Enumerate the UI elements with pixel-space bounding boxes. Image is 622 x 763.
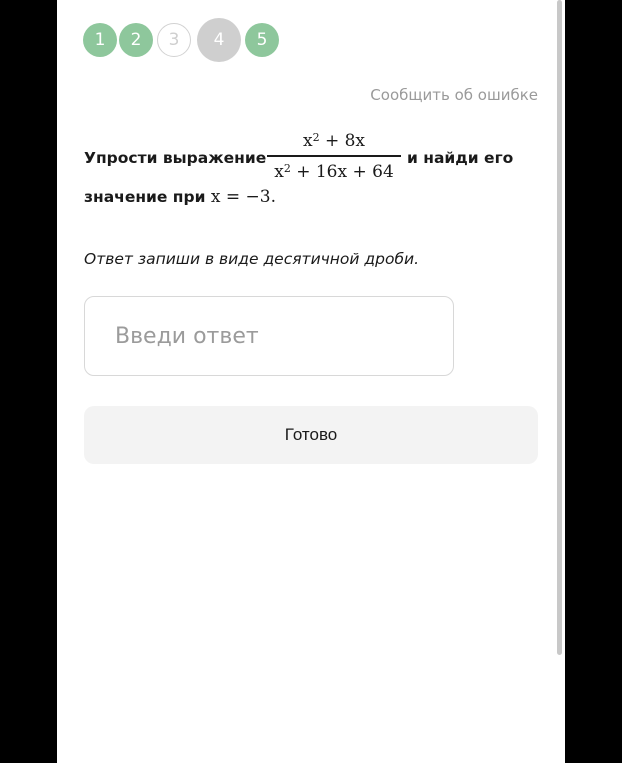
- step-4-current[interactable]: [197, 18, 241, 62]
- step-2-label: 2: [130, 30, 142, 50]
- question-suffix: и найди его: [407, 149, 514, 167]
- step-3-label: 3: [168, 30, 180, 50]
- fraction: [267, 129, 401, 184]
- answer-field[interactable]: [84, 296, 454, 376]
- question-prefix: Упрости выражение: [84, 149, 267, 167]
- question-condition-math: x = −3.: [210, 187, 276, 207]
- fraction-numerator: $x^2 + 8x$: [302, 131, 366, 151]
- step-5[interactable]: [245, 23, 279, 57]
- task-panel: [57, 0, 565, 763]
- report-error-link[interactable]: Сообщить об ошибке: [370, 86, 538, 104]
- question-condition-text: значение при: [84, 188, 211, 206]
- fraction-bar: [267, 155, 401, 157]
- submit-button[interactable]: Готово: [84, 406, 538, 464]
- answer-input[interactable]: [115, 319, 415, 353]
- fraction-denominator: $x^2 + 16x + 64$: [274, 161, 394, 182]
- step-2[interactable]: [119, 23, 153, 57]
- scrollbar[interactable]: [557, 0, 562, 655]
- answer-hint: Ответ запиши в виде десятичной дроби.: [84, 250, 420, 268]
- step-4-label: 4: [213, 30, 225, 50]
- step-1[interactable]: [83, 23, 117, 57]
- question-line2: [84, 187, 276, 207]
- step-1-label: 1: [94, 30, 106, 50]
- step-5-label: 5: [256, 30, 268, 50]
- step-3[interactable]: [157, 23, 191, 57]
